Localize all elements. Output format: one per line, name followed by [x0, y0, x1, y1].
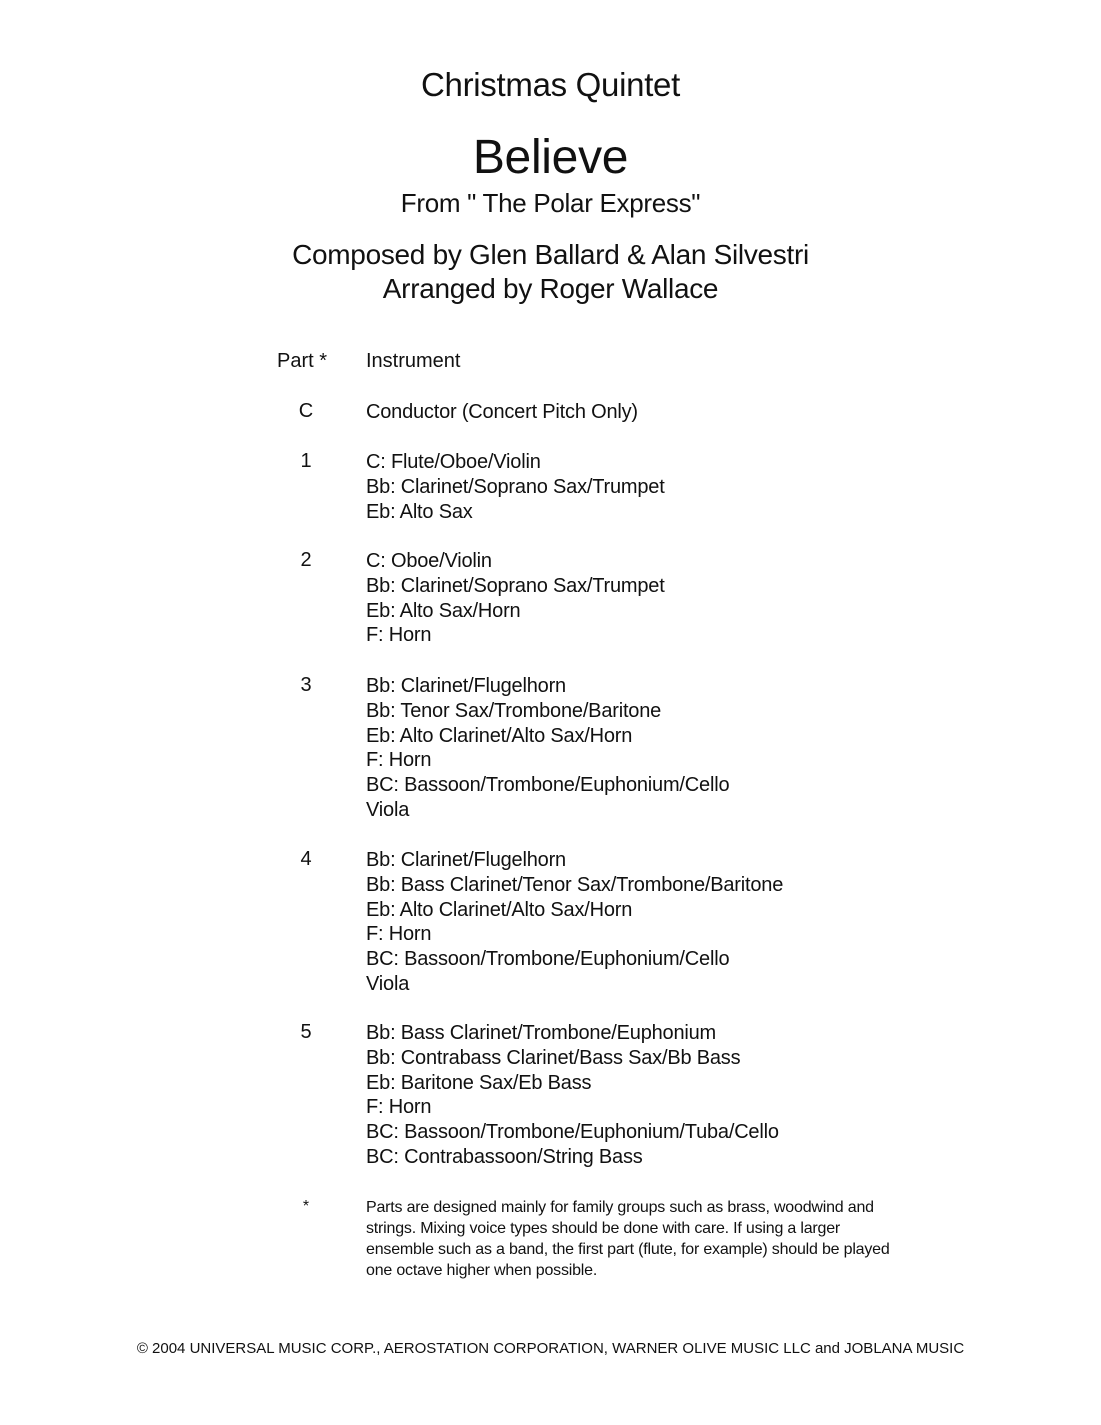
arranger-line: Arranged by Roger Wallace — [382, 273, 719, 304]
instrument-item: Bb: Bass Clarinet/Tenor Sax/Trombone/Baritone — [366, 873, 784, 896]
instrument-list — [366, 674, 729, 823]
copyright-notice: © 2004 UNIVERSAL MUSIC CORP., AEROSTATION CORPORATION, WARNER OLIVE MUSIC LLC and JOBLANA MUSIC — [136, 1340, 965, 1357]
part-number: 3 — [300, 674, 312, 696]
instrument-item: Eb: Alto Sax — [366, 500, 473, 523]
instrument-list — [366, 549, 665, 648]
instrument-item: Bb: Clarinet/Soprano Sax/Trumpet — [366, 475, 665, 498]
part-number: 4 — [300, 848, 312, 870]
instrument-list — [366, 1021, 779, 1170]
instrument-item: Eb: Baritone Sax/Eb Bass — [366, 1071, 592, 1094]
series-title: Christmas Quintet — [421, 66, 680, 103]
instrument-item: Bb: Contrabass Clarinet/Bass Sax/Bb Bass — [366, 1046, 741, 1069]
instrument-item: Conductor (Concert Pitch Only) — [366, 401, 638, 423]
footnote-text: Parts are designed mainly for family groups such as brass, woodwind and strings. Mixing voice types should be done with care. If using a larger ensemble such as a band, the first part (flute, for example) should be played one octave higher when possible. — [366, 1199, 890, 1279]
instrument-item: Viola — [366, 798, 410, 821]
composer-line: Composed by Glen Ballard & Alan Silvestri — [292, 239, 809, 270]
instrument-column-header: Instrument — [366, 350, 461, 372]
part-number: 5 — [300, 1021, 312, 1043]
instrument-item: C: Flute/Oboe/Violin — [366, 451, 541, 473]
instrument-item: F: Horn — [366, 624, 432, 647]
instrument-item: BC: Bassoon/Trombone/Euphonium/Cello — [366, 774, 730, 797]
instrument-item: Bb: Clarinet/Flugelhorn — [366, 849, 566, 871]
part-number: 2 — [300, 549, 312, 571]
instrument-item: Bb: Bass Clarinet/Trombone/Euphonium — [366, 1022, 717, 1044]
instrument-list — [366, 450, 665, 524]
footnote-marker: * — [302, 1198, 310, 1215]
instrument-item: F: Horn — [366, 1096, 432, 1119]
piece-title: Believe — [472, 131, 629, 184]
from-line: From " The Polar Express" — [400, 188, 701, 218]
instrument-item: F: Horn — [366, 749, 432, 772]
part-number: C — [298, 400, 314, 422]
instrument-item: BC: Bassoon/Trombone/Euphonium/Tuba/Cello — [366, 1121, 779, 1144]
instrument-item: Bb: Clarinet/Soprano Sax/Trumpet — [366, 574, 665, 597]
part-number: 1 — [300, 450, 312, 472]
instrument-item: C: Oboe/Violin — [366, 550, 492, 572]
instrument-item: Eb: Alto Clarinet/Alto Sax/Horn — [366, 898, 633, 921]
instrument-list — [366, 400, 638, 425]
instrument-item: Viola — [366, 972, 410, 995]
instrument-item: F: Horn — [366, 923, 432, 946]
part-column-header: Part * — [277, 350, 328, 372]
instrument-item: Bb: Tenor Sax/Trombone/Baritone — [366, 699, 662, 722]
instrument-item: Bb: Clarinet/Flugelhorn — [366, 675, 566, 697]
instrument-item: BC: Contrabassoon/String Bass — [366, 1145, 643, 1168]
instrument-item: BC: Bassoon/Trombone/Euphonium/Cello — [366, 948, 730, 971]
instrument-item: Eb: Alto Sax/Horn — [366, 599, 521, 622]
instrument-item: Eb: Alto Clarinet/Alto Sax/Horn — [366, 724, 633, 747]
instrument-list — [366, 848, 783, 997]
